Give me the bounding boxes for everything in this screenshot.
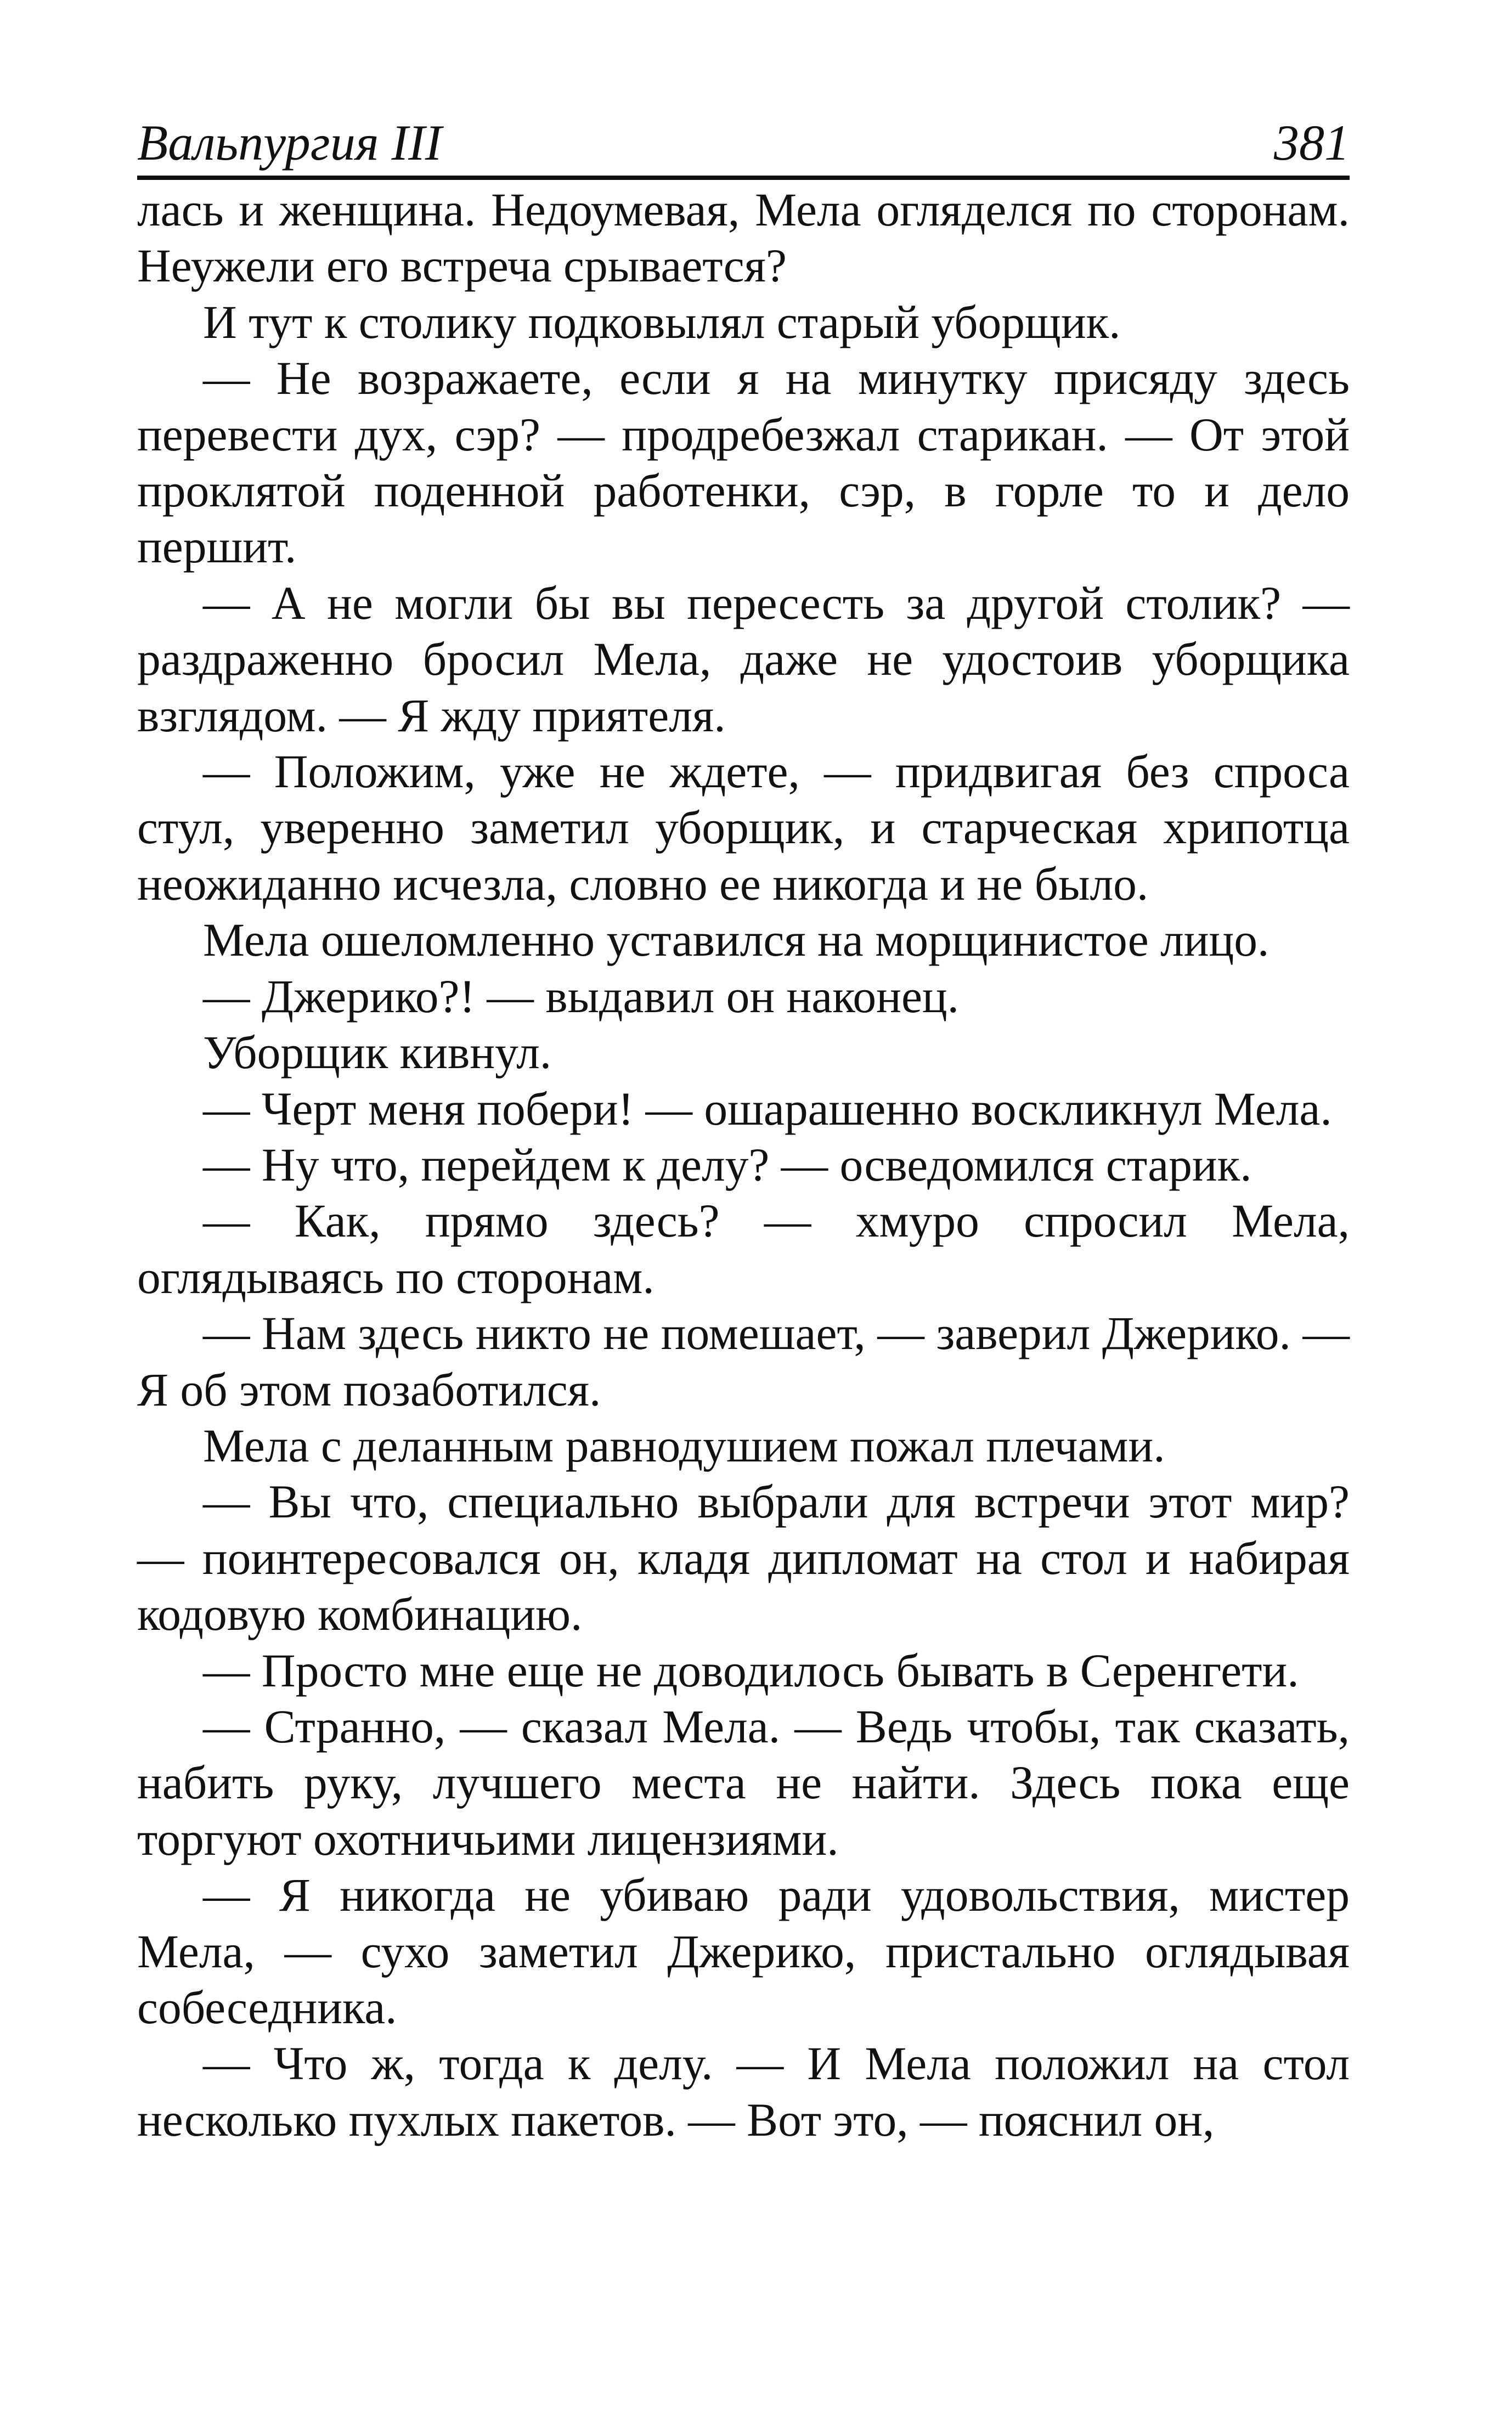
- paragraph: И тут к столику подковылял старый уборщик.: [203, 296, 1121, 348]
- paragraph: — Ну что, перейдем к делу? — осведомился старик.: [203, 1139, 1252, 1191]
- paragraph: — Нам здесь никто не помешает, — заверил Джерико. — Я об этом позаботился.: [137, 1308, 1350, 1416]
- book-page: [137, 93, 1350, 2148]
- paragraph: Мела с деланным равнодушием пожал плечами.: [203, 1420, 1165, 1472]
- paragraph: — Просто мне еще не доводилось бывать в Серенгети.: [203, 1645, 1299, 1697]
- running-header: [137, 93, 1350, 180]
- paragraph: — Что ж, тогда к делу. — И Мела положил на стол несколько пухлых пакетов. — Вот это, — пояснил он,: [137, 2038, 1350, 2146]
- paragraph: Уборщик кивнул.: [203, 1027, 552, 1079]
- paragraph: — Как, прямо здесь? — хмуро спросил Мела, оглядываясь по сторонам.: [137, 1195, 1350, 1303]
- paragraph: — Не возражаете, если я на минутку присяду здесь перевести дух, сэр? — продребезжал старикан. — От этой проклятой поденной работенки, сэр, в горле то и дело першит.: [137, 353, 1350, 573]
- paragraph: — Черт меня побери! — ошарашенно воскликнул Мела.: [203, 1083, 1332, 1135]
- paragraph: — А не могли бы вы пересесть за другой столик? — раздраженно бросил Мела, даже не удостоив уборщика взглядом. — Я жду приятеля.: [137, 577, 1350, 742]
- paragraph: Мела ошеломленно уставился на морщинистое лицо.: [203, 915, 1270, 967]
- page-number: 381: [1274, 115, 1350, 171]
- paragraph: — Вы что, специально выбрали для встречи этот мир? — поинтересовался он, кладя дипломат на стол и набирая кодовую комбинацию.: [137, 1476, 1350, 1641]
- paragraph: — Джерико?! — выдавил он наконец.: [203, 970, 960, 1023]
- paragraph: — Положим, уже не ждете, — придвигая без спроса стул, уверенно заметил уборщик, и старческая хрипотца неожиданно исчезла, словно ее никогда и не было.: [137, 746, 1350, 910]
- paragraph: — Странно, — сказал Мела. — Ведь чтобы, так сказать, набить руку, лучшего места не найти. Здесь пока еще торгуют охотничьими лицензиями.: [137, 1701, 1350, 1865]
- body-text: [137, 182, 1350, 2148]
- paragraph: — Я никогда не убиваю ради удовольствия, мистер Мела, — сухо заметил Джерико, пристально оглядывая собеседника.: [137, 1870, 1350, 2034]
- paragraph: лась и женщина. Недоумевая, Мела огляделся по сторонам. Неужели его встреча срывается?: [137, 184, 1350, 292]
- running-title: Вальпургия III: [137, 115, 442, 171]
